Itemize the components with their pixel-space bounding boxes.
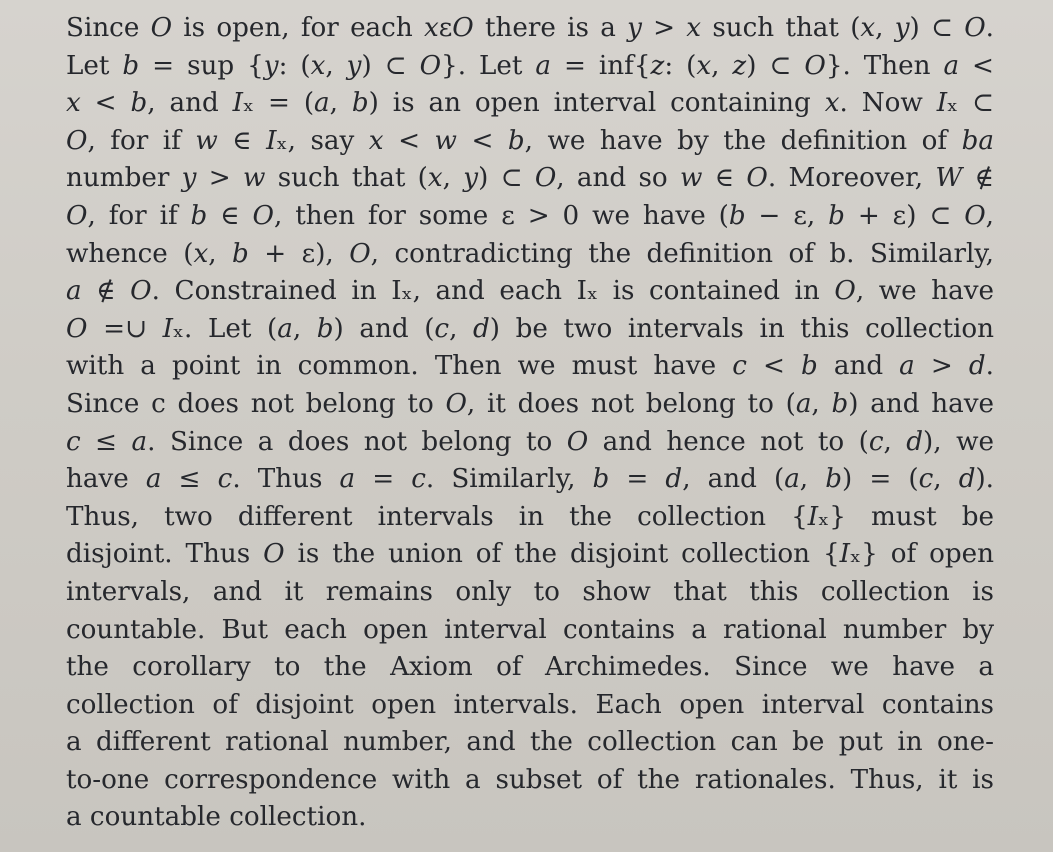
text-line: a different rational number, and the collection can be put in one- — [66, 727, 994, 758]
text-line: 𝑎 ∉ 𝑂. Constrained in Iₓ, and each Iₓ is contained in 𝑂, we have — [66, 276, 994, 307]
text-line: whence (𝑥, 𝑏 + ε), 𝑂, contradicting the definition of b. Similarly, — [66, 238, 994, 269]
text-line: the corollary to the Axiom of Archimedes. Since we have a — [66, 652, 994, 683]
text-line: 𝑐 ≤ 𝑎. Since a does not belong to 𝑂 and hence not to (𝑐, 𝑑), we — [66, 426, 994, 457]
text-line: 𝑂, for if 𝑏 ∈ 𝑂, then for some ε > 0 we have (𝑏 − ε, 𝑏 + ε) ⊂ 𝑂, — [66, 200, 994, 231]
text-line: Thus, two different intervals in the collection {𝐼ₓ} must be — [66, 501, 994, 532]
text-line: with a point in common. Then we must have 𝑐 < 𝑏 and 𝑎 > 𝑑. — [66, 351, 994, 382]
text-line: collection of disjoint open intervals. Each open interval contains — [66, 689, 994, 720]
text-line: countable. But each open interval contains a rational number by — [66, 614, 994, 645]
proof-paragraph — [66, 10, 994, 837]
text-line: Since 𝑂 is open, for each 𝑥ε𝑂 there is a 𝑦 > 𝑥 such that (𝑥, 𝑦) ⊂ 𝑂. — [66, 13, 994, 43]
text-line: a countable collection. — [66, 802, 367, 833]
text-line: intervals, and it remains only to show that this collection is — [66, 576, 994, 607]
text-line: to-one correspondence with a subset of the rationales. Thus, it is — [66, 764, 994, 795]
text-line: 𝑂, for if 𝑤 ∈ 𝐼ₓ, say 𝑥 < 𝑤 < 𝑏, we have by the definition of 𝑏𝑎 — [66, 125, 994, 156]
text-line: number 𝑦 > 𝑤 such that (𝑥, 𝑦) ⊂ 𝑂, and so 𝑤 ∈ 𝑂. Moreover, 𝑊 ∉ — [66, 163, 994, 194]
text-line: Since c does not belong to 𝑂, it does not belong to (𝑎, 𝑏) and have — [66, 388, 994, 419]
text-line: disjoint. Thus 𝑂 is the union of the disjoint collection {𝐼ₓ} of open — [66, 539, 994, 570]
text-line: 𝑥 < 𝑏, and 𝐼ₓ = (𝑎, 𝑏) is an open interval containing 𝑥. Now 𝐼ₓ ⊂ — [66, 88, 994, 119]
text-line: Let 𝑏 = sup {𝑦: (𝑥, 𝑦) ⊂ 𝑂}. Let 𝑎 = inf{𝑧: (𝑥, 𝑧) ⊂ 𝑂}. Then 𝑎 < — [66, 50, 994, 81]
text-line: have 𝑎 ≤ 𝑐. Thus 𝑎 = 𝑐. Similarly, 𝑏 = 𝑑, and (𝑎, 𝑏) = (𝑐, 𝑑). — [66, 464, 994, 495]
text-line: 𝑂 =∪ 𝐼ₓ. Let (𝑎, 𝑏) and (𝑐, 𝑑) be two intervals in this collection — [66, 313, 994, 344]
